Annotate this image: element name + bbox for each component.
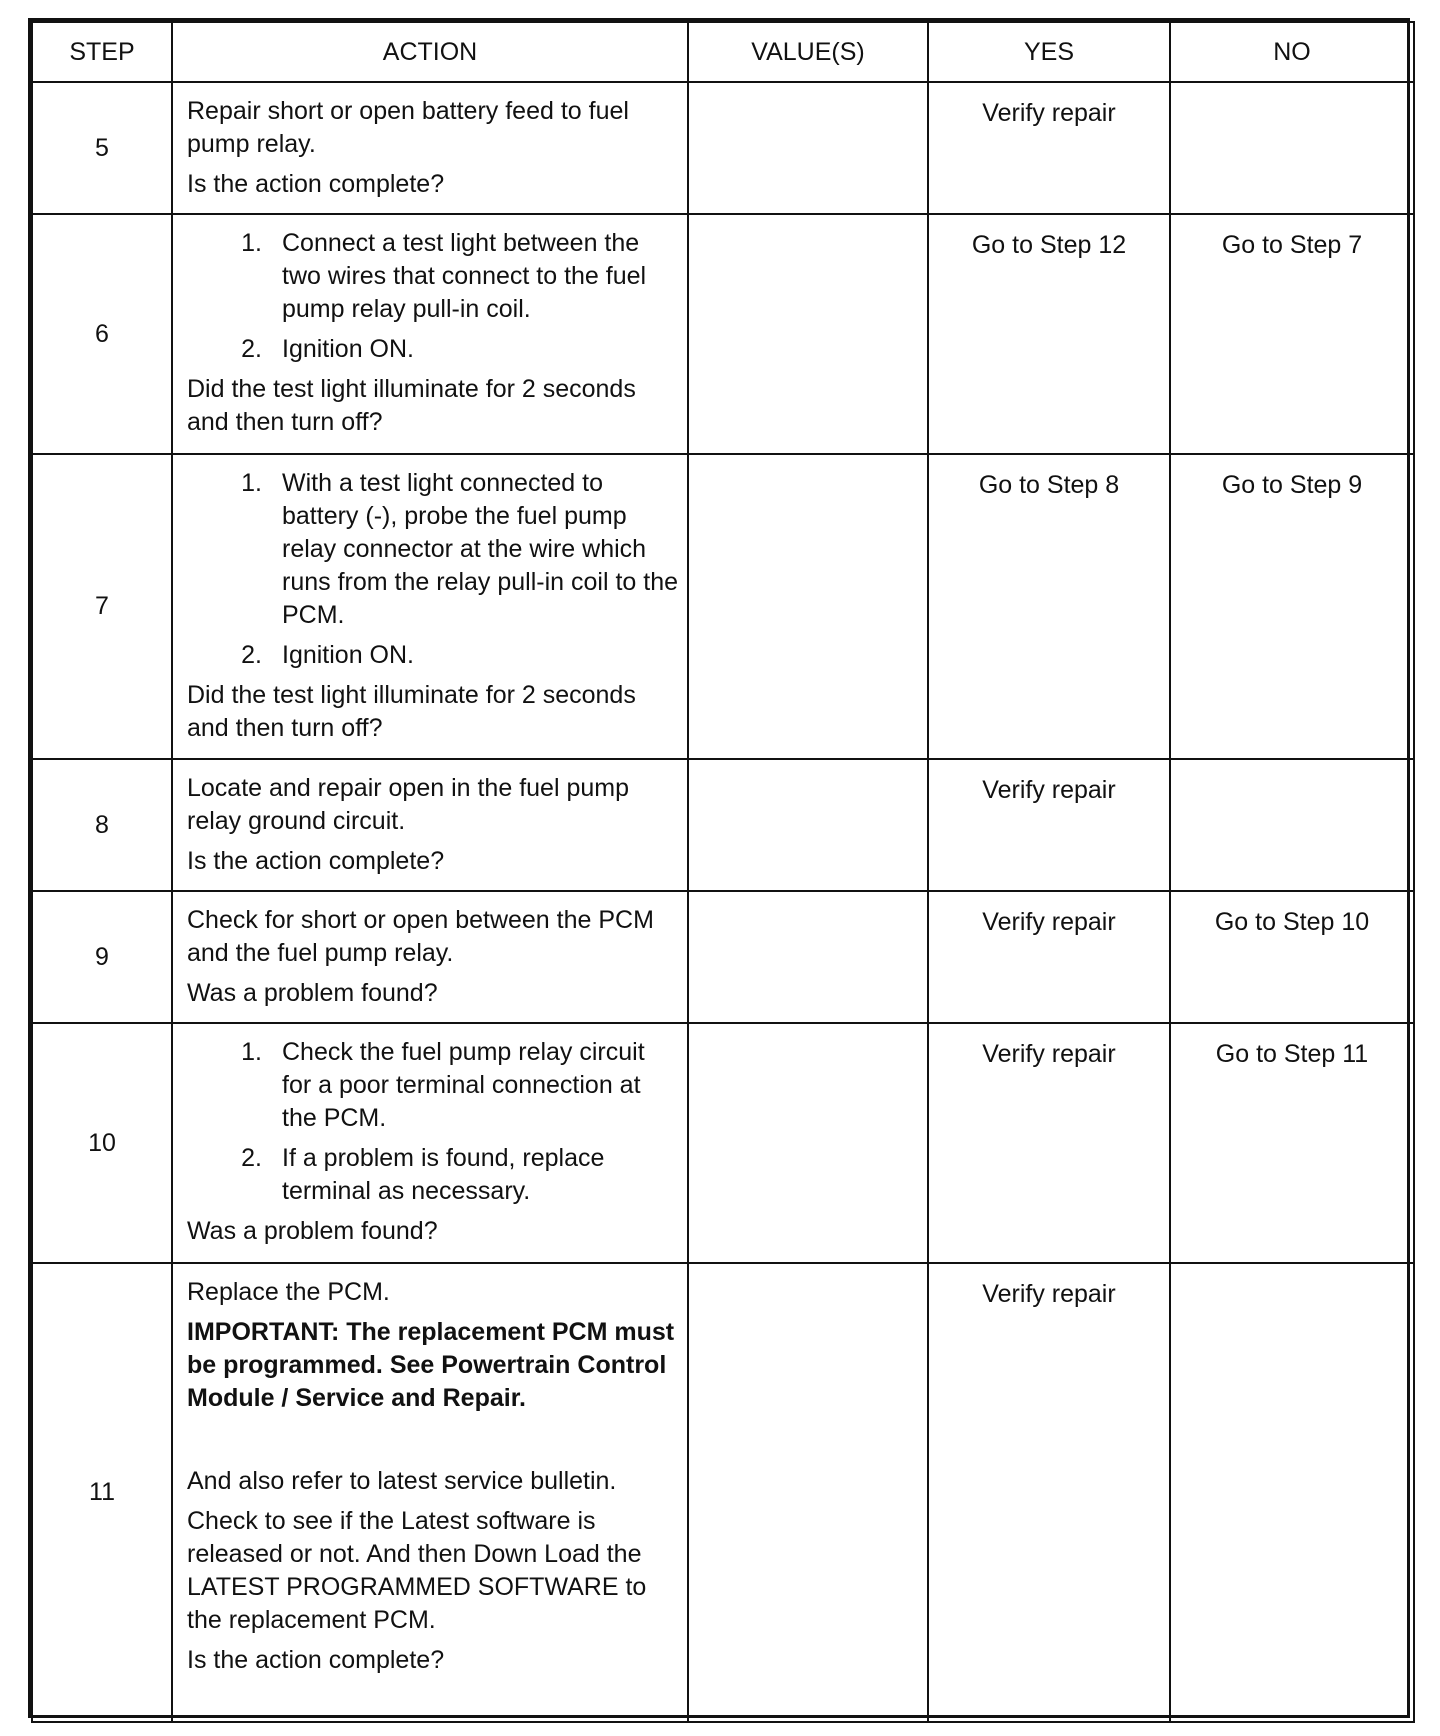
important-note: IMPORTANT: The replacement PCM must be programmed. See Powertrain Control Module / Service and Repair. (187, 1318, 675, 1412)
value-cell (688, 214, 928, 454)
action-question: Is the action complete? (187, 170, 445, 198)
action-step-number: 2. (241, 335, 262, 363)
step-number: 9 (32, 891, 172, 1023)
action-step-text: Ignition ON. (282, 641, 415, 669)
action-question: Did the test light illuminate for 2 seconds and then turn off? (187, 375, 636, 436)
action-cell (172, 759, 688, 891)
no-cell (1170, 82, 1414, 214)
yes-cell: Go to Step 12 (928, 214, 1170, 454)
header-no: NO (1170, 22, 1414, 82)
action-step-text: Check the fuel pump relay circuit for a poor terminal connection at the PCM. (282, 1038, 645, 1132)
action-step-item (187, 639, 679, 672)
action-step-number: 2. (241, 1144, 262, 1172)
action-cell (172, 454, 688, 759)
yes-cell: Verify repair (928, 759, 1170, 891)
value-cell (688, 891, 928, 1023)
step-number: 6 (32, 214, 172, 454)
yes-cell: Verify repair (928, 1023, 1170, 1263)
table-row-step-5 (32, 82, 1414, 214)
header-values: VALUE(S) (688, 22, 928, 82)
action-question: Was a problem found? (187, 1217, 438, 1245)
action-cell (172, 214, 688, 454)
action-cell (172, 82, 688, 214)
step-number: 10 (32, 1023, 172, 1263)
yes-cell: Verify repair (928, 82, 1170, 214)
action-step-text: Connect a test light between the two wires that connect to the fuel pump relay pull-in coil. (282, 229, 647, 323)
yes-cell: Go to Step 8 (928, 454, 1170, 759)
action-step-item (187, 333, 679, 366)
step-number: 7 (32, 454, 172, 759)
header-yes: YES (928, 22, 1170, 82)
value-cell (688, 1263, 928, 1722)
action-cell (172, 1023, 688, 1263)
table-row-step-10 (32, 1023, 1414, 1263)
no-cell: Go to Step 9 (1170, 454, 1414, 759)
no-cell (1170, 759, 1414, 891)
no-cell: Go to Step 7 (1170, 214, 1414, 454)
action-question: Is the action complete? (187, 1646, 445, 1674)
no-cell (1170, 1263, 1414, 1722)
value-cell (688, 1023, 928, 1263)
software-note: Check to see if the Latest software is released or not. And then Down Load the LATEST PROGRAMMED SOFTWARE to the replacement PCM. (187, 1507, 647, 1634)
header-action: ACTION (172, 22, 688, 82)
action-step-number: 2. (241, 641, 262, 669)
step-number: 8 (32, 759, 172, 891)
diagnostic-table (31, 21, 1415, 1723)
action-steps-list (187, 227, 679, 366)
action-text: Check for short or open between the PCM and the fuel pump relay. (187, 906, 654, 967)
table-row-step-8 (32, 759, 1414, 891)
action-step-item (187, 1142, 679, 1208)
step-number: 5 (32, 82, 172, 214)
table-row-step-9 (32, 891, 1414, 1023)
action-text: Replace the PCM. (187, 1278, 390, 1306)
table-row-step-11 (32, 1263, 1414, 1722)
action-text: Repair short or open battery feed to fuel pump relay. (187, 97, 629, 158)
action-question: Did the test light illuminate for 2 seconds and then turn off? (187, 681, 636, 742)
value-cell (688, 759, 928, 891)
header-step: STEP (32, 22, 172, 82)
action-step-number: 1. (241, 469, 262, 497)
yes-cell: Verify repair (928, 891, 1170, 1023)
action-step-number: 1. (241, 229, 262, 257)
action-step-item (187, 467, 679, 632)
action-question: Was a problem found? (187, 979, 438, 1007)
action-step-item (187, 227, 679, 326)
diagnostic-table-sheet (28, 18, 1410, 1718)
table-row-step-6 (32, 214, 1414, 454)
value-cell (688, 454, 928, 759)
no-cell: Go to Step 10 (1170, 891, 1414, 1023)
action-step-text: With a test light connected to battery (-), probe the fuel pump relay connector at the wire which runs from the relay pull-in coil to the PCM. (282, 469, 679, 629)
action-cell (172, 891, 688, 1023)
action-step-text: Ignition ON. (282, 335, 415, 363)
action-step-text: If a problem is found, replace terminal as necessary. (282, 1144, 605, 1205)
action-steps-list (187, 467, 679, 672)
action-cell (172, 1263, 688, 1722)
action-step-item (187, 1036, 679, 1135)
value-cell (688, 82, 928, 214)
step-number: 11 (32, 1263, 172, 1722)
action-question: Is the action complete? (187, 847, 445, 875)
table-row-step-7 (32, 454, 1414, 759)
yes-cell: Verify repair (928, 1263, 1170, 1722)
no-cell: Go to Step 11 (1170, 1023, 1414, 1263)
bulletin-note: And also refer to latest service bulletin. (187, 1467, 617, 1495)
action-steps-list (187, 1036, 679, 1208)
header-row (32, 22, 1414, 82)
action-step-number: 1. (241, 1038, 262, 1066)
action-text: Locate and repair open in the fuel pump relay ground circuit. (187, 774, 629, 835)
